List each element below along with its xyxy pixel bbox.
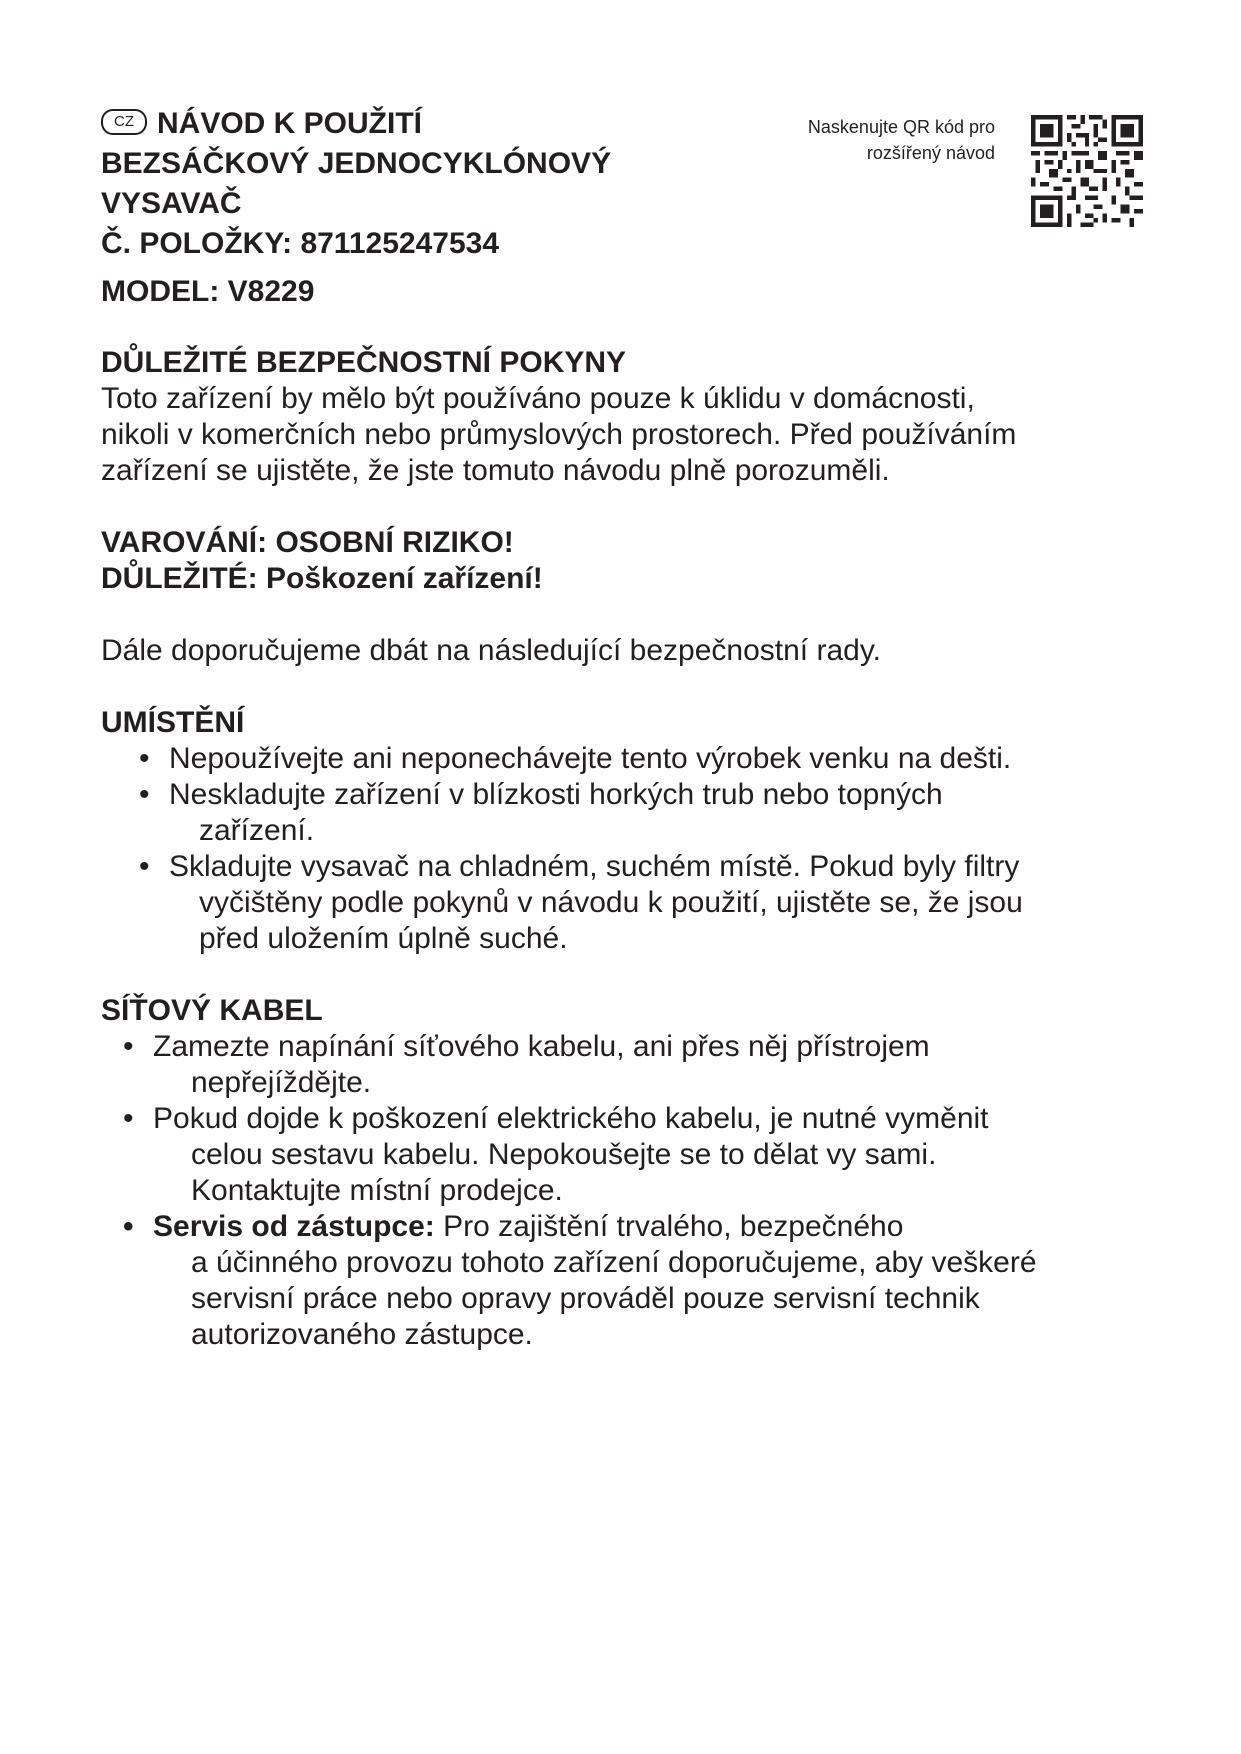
warning-damage-label: DŮLEŽITÉ: xyxy=(101,562,258,595)
cable-list xyxy=(101,1029,1161,1353)
safety-line-2: nikoli v komerčních nebo průmyslových prostorech. Před používáním xyxy=(101,418,1017,451)
document-title-line-1 xyxy=(101,104,781,144)
advice-text: Dále doporučujeme dbát na následující bezpečnostní rady. xyxy=(101,634,881,667)
document-header xyxy=(101,104,781,312)
list-item-line-1: Neskladujte zařízení v blízkosti horkých trub nebo topných xyxy=(169,778,943,811)
language-badge: CZ xyxy=(101,109,147,135)
item-number: Č. POLOŽKY: 871125247534 xyxy=(101,227,499,260)
list-item-line-2: nepřejíždějte. xyxy=(191,1066,372,1099)
service-label: Servis od zástupce: xyxy=(153,1210,435,1243)
safety-line-1: Toto zařízení by mělo být používáno pouze k úklidu v domácnosti, xyxy=(101,382,975,415)
list-item-line-4: autorizovaného zástupce. xyxy=(191,1318,533,1351)
qr-label-line-2: rozšířený návod xyxy=(866,143,995,163)
list-item-line-1: Nepoužívejte ani neponechávejte tento výrobek venku na dešti. xyxy=(169,742,1012,775)
list-item-line-3: před uložením úplně suché. xyxy=(199,922,568,955)
list-item-line-1: Skladujte vysavač na chladném, suchém místě. Pokud byly filtry xyxy=(169,850,1020,883)
list-item-line-1: Zamezte napínání síťového kabelu, ani přes něj přístrojem xyxy=(153,1030,930,1063)
bullet-icon: • xyxy=(123,1030,134,1063)
warning-damage-text: Poškození zařízení! xyxy=(266,562,543,595)
document-body xyxy=(101,345,1161,1353)
safety-line-3: zařízení se ujistěte, že jste tomuto návodu plně porozuměli. xyxy=(101,454,890,487)
safety-title: DŮLEŽITÉ BEZPEČNOSTNÍ POKYNY xyxy=(101,346,627,379)
warning-personal-risk: VAROVÁNÍ: OSOBNÍ RIZIKO! xyxy=(101,526,514,559)
list-item-line-2: celou sestavu kabelu. Nepokoušejte se to dělat vy sami. xyxy=(191,1138,937,1171)
document-title-line-3: VYSAVAČ xyxy=(101,187,242,220)
list-item xyxy=(101,1209,1161,1353)
qr-label-line-1: Naskenujte QR kód pro xyxy=(807,117,995,137)
model-number: MODEL: V8229 xyxy=(101,275,315,308)
bullet-icon: • xyxy=(139,778,150,811)
cable-title: SÍŤOVÝ KABEL xyxy=(101,994,323,1027)
document-title-line-2: BEZSÁČKOVÝ JEDNOCYKLÓNOVÝ xyxy=(101,147,612,180)
list-item-line-2: vyčištěny podle pokynů v návodu k použití, ujistěte se, že jsou xyxy=(199,886,1023,919)
bullet-icon: • xyxy=(123,1210,134,1243)
warning-device-damage xyxy=(101,561,1161,597)
qr-label xyxy=(760,114,995,166)
list-item-line-3: servisní práce nebo opravy prováděl pouze servisní technik xyxy=(191,1282,980,1315)
list-item xyxy=(101,1029,1161,1101)
placement-list xyxy=(101,741,1161,957)
list-item-line-1: Pokud dojde k poškození elektrického kabelu, je nutné vyměnit xyxy=(153,1102,989,1135)
list-item xyxy=(101,741,1161,777)
bullet-icon: • xyxy=(123,1102,134,1135)
title-text-1: NÁVOD K POUŽITÍ xyxy=(157,107,423,140)
bullet-icon: • xyxy=(139,850,150,883)
list-item xyxy=(101,777,1161,849)
qr-code-icon[interactable] xyxy=(1031,115,1143,227)
list-item xyxy=(101,849,1161,957)
list-item-line-2: a účinného provozu tohoto zařízení doporučujeme, aby veškeré xyxy=(191,1246,1037,1279)
list-item-line-3: Kontaktujte místní prodejce. xyxy=(191,1174,563,1207)
placement-title: UMÍSTĚNÍ xyxy=(101,706,245,739)
bullet-icon: • xyxy=(139,742,150,775)
list-item-line-2: zařízení. xyxy=(199,814,315,847)
list-item-line-1: Pro zajištění trvalého, bezpečného xyxy=(443,1210,904,1243)
list-item xyxy=(101,1101,1161,1209)
